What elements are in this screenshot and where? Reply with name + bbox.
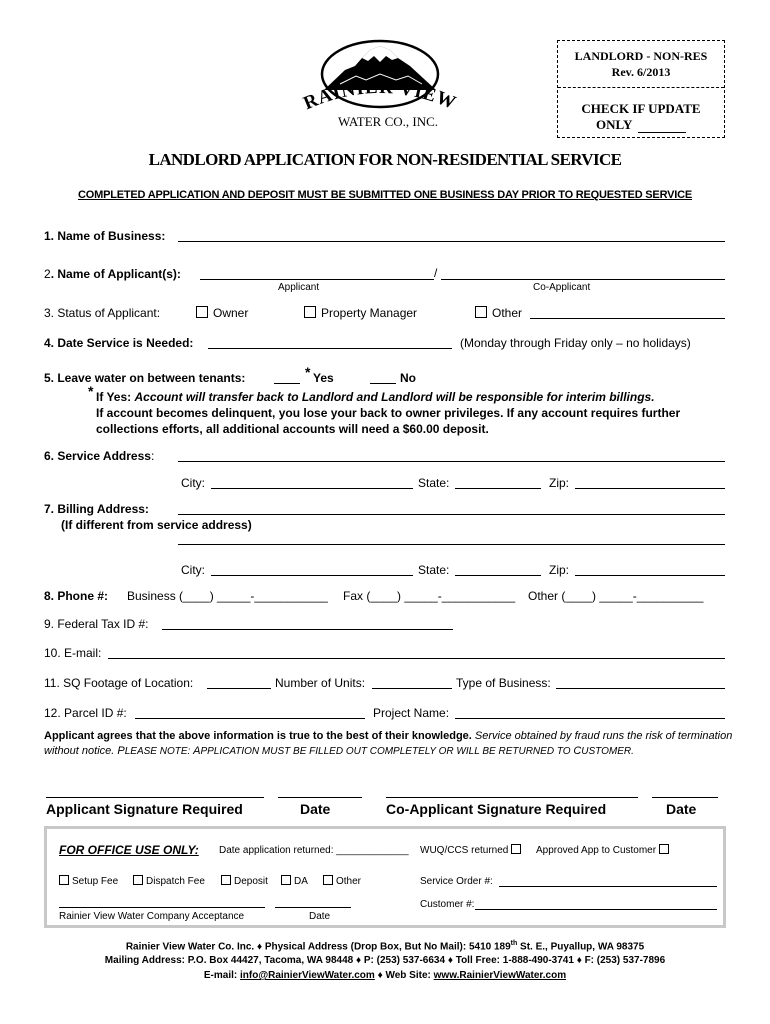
dispatch-fee-checkbox[interactable] (133, 875, 143, 885)
form-code: LANDLORD - NON-RES (574, 49, 708, 63)
coapplicant-caption: Co-Applicant (533, 282, 591, 293)
tax-id-field[interactable] (162, 629, 453, 630)
applicant-date-label: Date (300, 801, 331, 817)
billing-address-field-2[interactable] (178, 544, 725, 545)
service-address-colon: : (150, 449, 155, 463)
revision-box (557, 40, 725, 138)
applicant-name-field[interactable] (200, 279, 434, 280)
coapplicant-signature-label: Co-Applicant Signature Required (386, 801, 607, 817)
email-field[interactable] (108, 658, 725, 659)
sq-footage-field[interactable] (207, 688, 271, 689)
delinquent-line-1: If account becomes delinquent, you lose your back to owner privileges. If any account requires further (96, 406, 681, 420)
other-status-label: Other (492, 306, 523, 320)
agreement-bold: Applicant agrees that the above information is true to the best of their knowledge. (44, 730, 472, 742)
footer-line-1: Rainier View Water Co. Inc. ♦ Physical Address (Drop Box, But No Mail): 5410 189th St. E., Puyallup, WA 98375 (125, 940, 645, 953)
business-name-field[interactable] (178, 241, 725, 242)
owner-label: Owner (213, 306, 249, 320)
applicants-number: 2 (44, 267, 51, 281)
status-label: 3. Status of Applicant: (44, 306, 161, 320)
date-needed-note: (Monday through Friday only – no holidays) (460, 336, 691, 350)
billing-address-field-1[interactable] (178, 514, 725, 515)
billing-state-label: State: (418, 563, 450, 577)
service-order-field[interactable] (499, 886, 717, 887)
billing-address-label: 7. Billing Address: (44, 502, 149, 516)
service-address-field[interactable] (178, 461, 725, 462)
units-field[interactable] (372, 688, 452, 689)
project-field[interactable] (455, 718, 725, 719)
deposit-label: Deposit (234, 876, 268, 887)
update-check-field[interactable] (638, 132, 686, 133)
check-only-label: ONLY (596, 117, 633, 132)
agreement-italic: Service obtained by fraud runs the risk of termination without notice. (44, 730, 733, 757)
tax-id-label: 9. Federal Tax ID #: (44, 617, 149, 631)
service-order-label: Service Order #: (420, 876, 493, 887)
service-zip-field[interactable] (575, 488, 725, 489)
acceptance-date-label: Date (309, 911, 331, 922)
leave-water-no-field[interactable] (370, 383, 396, 384)
parcel-label: 12. Parcel ID #: (44, 706, 127, 720)
applicant-date-field[interactable] (278, 797, 362, 798)
footer-line-2: Mailing Address: P.O. Box 44427, Tacoma, WA 98448 ♦ P: (253) 537-6634 ♦ Toll Free: 1-888-490-3741 ♦ F: (253) 537-7896 (104, 955, 666, 966)
acceptance-label: Rainier View Water Company Acceptance (59, 911, 245, 922)
office-other-checkbox[interactable] (323, 875, 333, 885)
delinquent-line-2: collections efforts, all additional accounts will need a $60.00 deposit. (96, 422, 489, 436)
acceptance-date-field[interactable] (275, 907, 351, 908)
other-status-field[interactable] (530, 318, 725, 319)
billing-zip-field[interactable] (575, 575, 725, 576)
acceptance-field[interactable] (59, 907, 265, 908)
service-city-label: City: (181, 476, 205, 490)
dispatch-fee-label: Dispatch Fee (146, 876, 205, 887)
coapplicant-date-field[interactable] (652, 797, 718, 798)
office-use-box (44, 826, 726, 928)
phone-label: 8. Phone #: (44, 589, 109, 603)
no-label: No (400, 371, 416, 385)
email-label: 10. E-mail: (44, 646, 102, 660)
setup-fee-label: Setup Fee (72, 876, 119, 887)
da-label: DA (294, 876, 308, 887)
page-title: LANDLORD APPLICATION FOR NON-RESIDENTIAL SERVICE (148, 150, 622, 169)
if-yes-text: Account will transfer back to Landlord and Landlord will be responsible for interim billings. (134, 390, 655, 404)
date-needed-label: 4. Date Service is Needed: (44, 336, 194, 350)
deposit-checkbox[interactable] (221, 875, 231, 885)
property-manager-option[interactable] (304, 306, 417, 320)
footer-line-3: E-mail: info@RainierViewWater.com ♦ Web Site: www.RainierViewWater.com (203, 970, 567, 981)
coapplicant-signature-field[interactable] (386, 797, 638, 798)
yes-label: Yes (313, 371, 334, 385)
business-phone-field[interactable]: Business (____) _____-___________ (127, 589, 328, 603)
service-city-field[interactable] (211, 488, 413, 489)
coapplicant-name-field[interactable] (441, 279, 725, 280)
applicant-caption: Applicant (278, 282, 320, 293)
wuq-checkbox[interactable] (511, 844, 521, 854)
business-name-label: 1. Name of Business: (44, 229, 166, 243)
service-state-label: State: (418, 476, 450, 490)
property-manager-checkbox[interactable] (304, 306, 316, 318)
parcel-field[interactable] (135, 718, 365, 719)
other-status-checkbox[interactable] (475, 306, 487, 318)
owner-option[interactable] (196, 306, 248, 320)
type-business-field[interactable] (556, 688, 725, 689)
office-use-heading: FOR OFFICE USE ONLY: (59, 843, 199, 857)
logo-subtitle: WATER CO., INC. (337, 114, 439, 129)
billing-city-field[interactable] (211, 575, 413, 576)
type-business-label: Type of Business: (456, 676, 551, 690)
other-phone-field[interactable]: Other (____) _____-__________ (528, 589, 704, 603)
date-returned-field[interactable]: Date application returned: _____________ (219, 845, 409, 856)
property-manager-label: Property Manager (321, 306, 418, 320)
sq-footage-label: 11. SQ Footage of Location: (44, 676, 194, 690)
service-state-field[interactable] (455, 488, 541, 489)
check-if-update-label: CHECK IF UPDATE (581, 101, 701, 116)
wuq-label: WUQ/CCS returned (420, 845, 509, 856)
leave-water-label: 5. Leave water on between tenants: (44, 371, 246, 385)
agreement-note: PLEASE NOTE: APPLICATION MUST BE FILLED OUT COMPLETELY OR WILL BE RETURNED TO CUSTOMER. (117, 745, 634, 757)
footer-web-link[interactable]: www.RainierViewWater.com (433, 970, 567, 981)
logo-name: RAINIER VIEW (300, 76, 460, 115)
date-needed-field[interactable] (208, 348, 452, 349)
units-label: Number of Units: (275, 676, 366, 690)
company-logo (300, 36, 460, 136)
service-zip-label: Zip: (549, 476, 570, 490)
fax-field[interactable]: Fax (____) _____-___________ (343, 589, 516, 603)
billing-city-label: City: (181, 563, 205, 577)
service-address-label: 6. Service Address (44, 449, 151, 463)
if-yes-star: * (88, 383, 94, 399)
form-revision: Rev. 6/2013 (611, 65, 671, 79)
page-subtitle: COMPLETED APPLICATION AND DEPOSIT MUST BE SUBMITTED ONE BUSINESS DAY PRIOR TO REQUESTED SERVICE (78, 189, 692, 201)
billing-state-field[interactable] (455, 575, 541, 576)
owner-checkbox[interactable] (196, 306, 208, 318)
yes-star: * (305, 364, 311, 380)
applicant-slash: / (434, 266, 438, 280)
applicant-signature-label: Applicant Signature Required (46, 801, 243, 817)
applicant-signature-field[interactable] (46, 797, 264, 798)
da-checkbox[interactable] (281, 875, 291, 885)
if-yes-label: If Yes: (96, 390, 132, 404)
footer-email-link[interactable]: info@RainierViewWater.com (240, 970, 375, 981)
project-label: Project Name: (373, 706, 450, 720)
office-other-label: Other (336, 876, 362, 887)
approved-label: Approved App to Customer (536, 845, 657, 856)
customer-label: Customer #: (420, 899, 475, 910)
applicants-label: . Name of Applicant(s): (50, 267, 181, 281)
other-status-option[interactable] (475, 306, 522, 320)
agreement-text (44, 729, 734, 759)
approved-checkbox[interactable] (659, 844, 669, 854)
billing-zip-label: Zip: (549, 563, 570, 577)
customer-field[interactable] (475, 909, 717, 910)
coapplicant-date-label: Date (666, 801, 697, 817)
billing-address-note: (If different from service address) (61, 518, 252, 532)
leave-water-yes-field[interactable] (274, 383, 300, 384)
setup-fee-checkbox[interactable] (59, 875, 69, 885)
